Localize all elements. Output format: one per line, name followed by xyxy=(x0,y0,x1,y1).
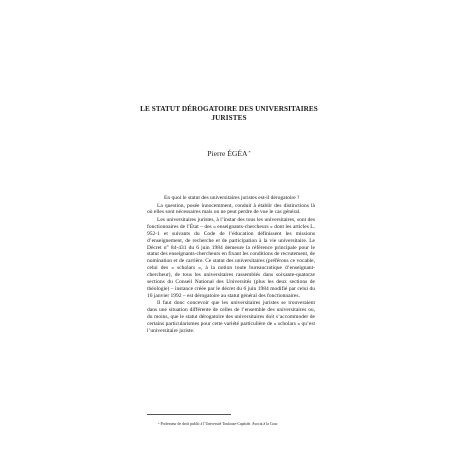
paragraph-4: Il faut donc concevoir que les universitaires juristes se trouveraient dans une situation différente de celles de l’ensemble des universitaires ou, du moins, que le statut dérogatoire des universitaires doit s’accommoder de certains particularismes pour cette variété particulière de « scholars » qu’est l’universitaire juriste. xyxy=(147,300,315,334)
paragraph-1: En quoi le statut des universitaires juristes est-il dérogatoire ? xyxy=(164,195,300,201)
author-line xyxy=(100,149,358,158)
title-line-1: LE STATUT DÉROGATOIRE DES UNIVERSITAIRES xyxy=(140,105,318,113)
footnote-text: Professeur de droit public à l’Université Toulouse-Capitole. Avocat à la Cour. xyxy=(160,422,279,426)
title-line-2: JURISTES xyxy=(211,114,247,122)
footnote-marker: * xyxy=(158,421,160,426)
author-name: Pierre ÉGÉA xyxy=(207,149,248,158)
footnote-separator xyxy=(147,414,231,415)
article-title xyxy=(100,105,358,123)
footnote xyxy=(147,422,337,427)
author-footnote-marker: * xyxy=(248,150,251,155)
paragraph-3: Les universitaires juristes, à l’instar des tous les universitaires, sont des fonctionnaires de l’État – des « enseignants-chercheurs » dont les articles L. 952-1 et suivants du Code de l’éducation définissent les missions d’enseignement, de recherche et de participation à la vie universitaire. Le Décret n° 84-431 du 6 juin 1984 demeure la référence principale pour le statut des enseignants-chercheurs en fixant les conditions de recrutement, de nomination et de carrière. Ce statut des universitaires (préférons ce vocable, celui des « scholars », à la notion toute bureaucratique d’enseignant-chercheur), de tous les universitaires rassemblés dans soixante-quatorze sections du Conseil National des Universités (plus les deux sections de théologie) – instance créée par le décret du 6 juin 1984 modifié par celui du 16 janvier 1992 – est dérogatoire au statut général des fonctionnaires. xyxy=(147,216,315,299)
body-text xyxy=(147,195,315,336)
paragraph-2: La question, posée innocemment, conduit à établir des distinctions là où elles sont nécessaires mais on ne peut perdre de vue le cas général. xyxy=(147,202,315,216)
